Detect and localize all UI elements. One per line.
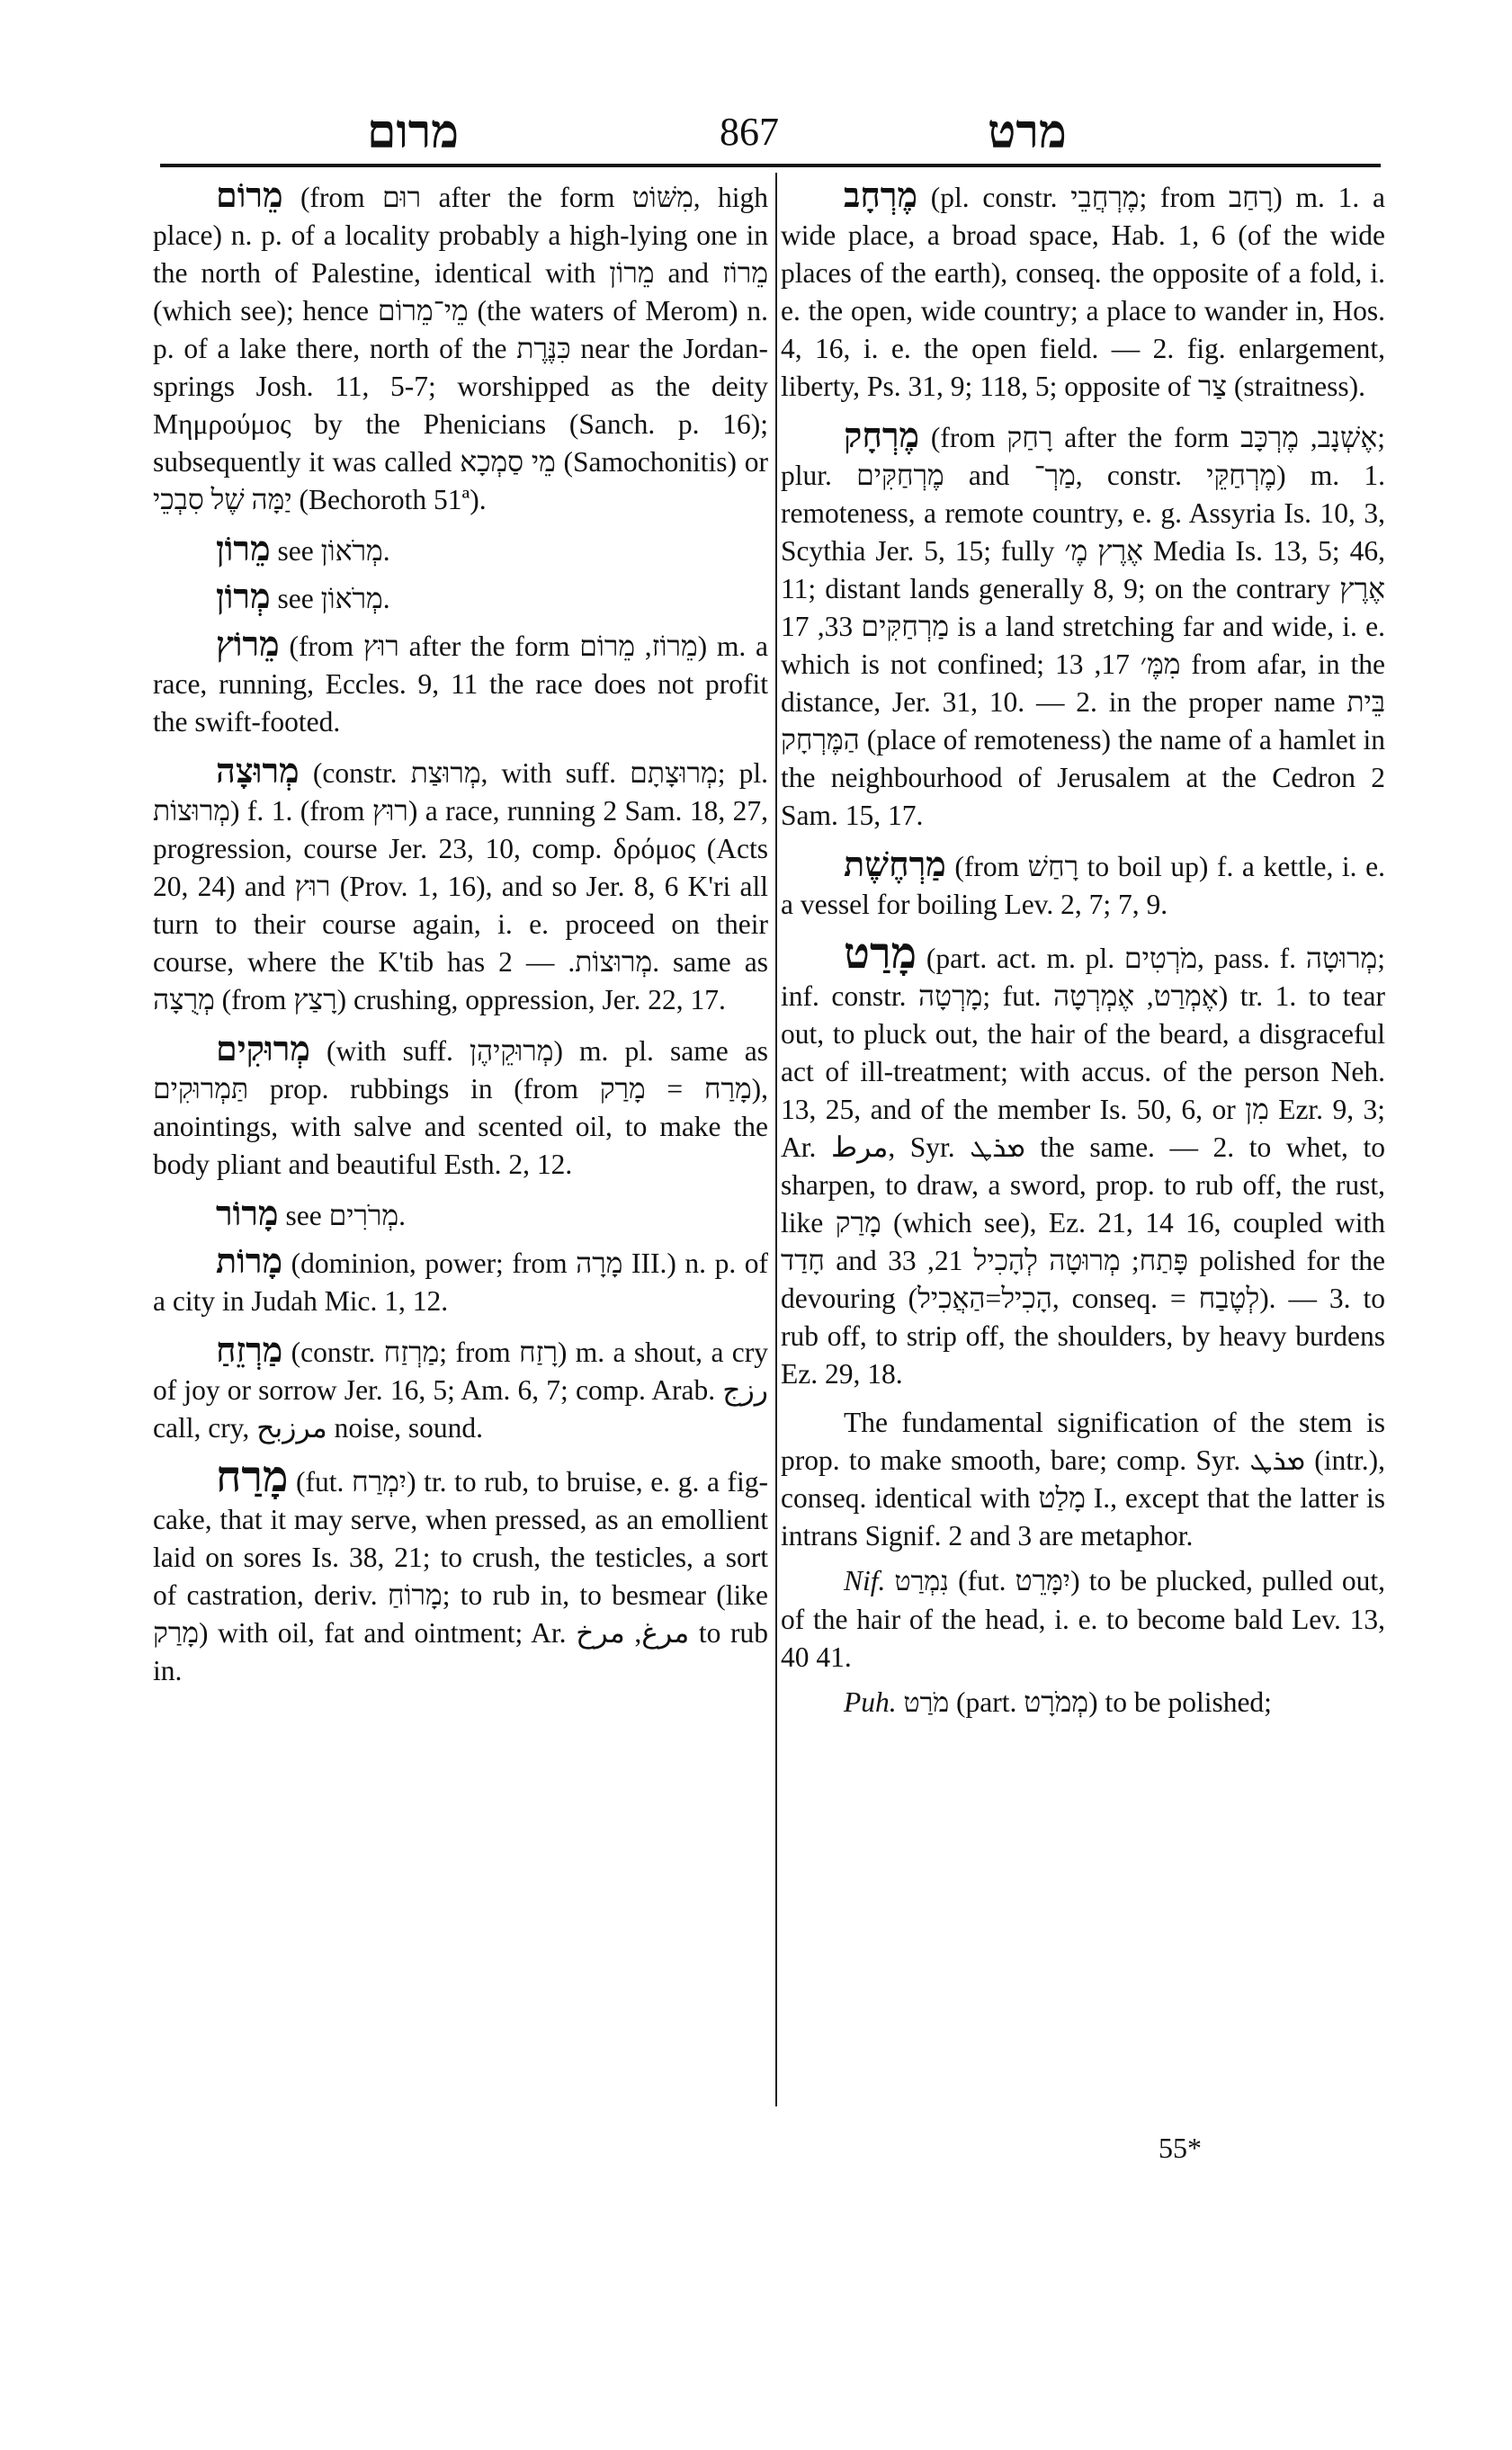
entry-text: (from רָחַק after the form אֶשְׁנָב, מֶרְכָּב; plur. מֶרְחַקִּים and מַרְ־, constr. מֶרְחַקֵּי) m. 1. remoteness, a remote country, e. g. Assyria Is. 10, 3, Scythia Jer. 5, 15; fully אֶרֶץ מֶ׳ Media Is. 13, 5; 46, 11; distant lands generally 8, 9; on the contrary אֶרֶץ מַרְחַקִּים 33, 17 is a land stretching far and wide, i. e. which is not confined; מִמֶּ׳ 17, 13 from afar, in the distance, Jer. 31, 10. — 2. in the proper name בֵּית הַמֶּרְחָק (place of remoteness) the name of a hamlet in the neighbourhood of Jerusalem at the Cedron 2 Sam. 15, 17.: [781, 422, 1385, 831]
entry-text: (pl. constr. מֶרְחֲבֵי; from רָחַב) m. 1. a wide place, a broad space, Hab. 1, 6 (of the wide places of the earth), conseq. the opposite of a fold, i. e. the open, wide country; a place to wander in, Hos. 4, 16, i. e. the open field. — 2. fig. enlargement, liberty, Ps. 31, 9; 118, 5; opposite of צַר (straitness).: [781, 182, 1385, 402]
entry-headword: מֵרוֹן: [216, 528, 271, 568]
entry-headword: מֶרְחָק: [844, 415, 920, 455]
entry-text: The fundamental signification of the stem is prop. to make smooth, bare; comp. Syr. ܡܪܛ (intr.), conseq. identical with מָלַט I., except that the latter is intrans Signif. 2 and 3 are metaphor.: [781, 1407, 1385, 1551]
entry-text: (constr. מְרוּצַת, with suff. מְרוּצָתָם; pl. מְרוּצוֹת) f. 1. (from רוּץ) a race, running 2 Sam. 18, 27, progression, course Jer. 23, 10, comp. δρόμος (Acts 20, 24) and רוּץ (Prov. 1, 16), and so Jer. 8, 6 K'ri all turn to their course again, i. e. proceed on their course, where the K'tib has מְרוּצוֹת. — 2. same as מְרֻצָה (from רָצַץ) crushing, oppression, Jer. 22, 17.: [153, 757, 769, 1015]
dictionary-entry: [781, 928, 1386, 1393]
entry-text: (part. מְמֹרָט) to be polished;: [956, 1686, 1272, 1718]
dictionary-entry: [153, 577, 768, 618]
entry-headword: מָרַט: [844, 928, 917, 979]
dictionary-entry: [781, 176, 1385, 406]
entry-headword: מַרְזֵחַ: [216, 1329, 283, 1370]
dictionary-entry: [153, 1194, 768, 1235]
entry-text: see מְרֹאוֹן.: [277, 583, 390, 614]
entry-text: (from רוּץ after the form מֵרוֹז, מֵרוֹם) m. a race, running, Eccles. 9, 11 the race does not profit the swift-footed.: [153, 630, 768, 738]
entry-text: (fut. יִמְרַח) tr. to rub, to bruise, e. g. a fig-cake, that it may serve, when pressed, as an emollient laid on sores Is. 38, 21; to crush, the testicles, a sort of castration, deriv. מָרוֹחַ; to rub in, to besmear (like מָרַק) with oil, fat and ointment; Ar. مرغ, مرخ to rub in.: [153, 1466, 769, 1686]
entry-text: see מְרֹרִים.: [285, 1200, 406, 1231]
dictionary-entry: [153, 625, 768, 741]
dictionary-subentry-nif: [781, 1562, 1385, 1677]
entry-headword: מֵרוֹץ: [216, 623, 280, 664]
dictionary-entry: [153, 1030, 768, 1184]
entry-headword: מֵרוֹם: [216, 174, 283, 215]
page-number: 867: [720, 110, 779, 154]
column-divider: [775, 173, 777, 2106]
entry-text: (from רָחַשׁ to boil up) f. a kettle, i. e. a vessel for boiling Lev. 2, 7; 7, 9.: [781, 851, 1385, 920]
entry-headword: מָרוֹר: [216, 1193, 279, 1233]
entry-headword: מָרוֹת: [216, 1240, 283, 1281]
header-left-guide-word: מרום: [367, 104, 460, 159]
dictionary-entry: [153, 752, 768, 1019]
stem-label: Nif.: [844, 1565, 886, 1596]
paragraph-fundamental-signification: [781, 1404, 1385, 1555]
left-column: [153, 176, 768, 1701]
dictionary-subentry-puh: [781, 1684, 1385, 1722]
header-rule: [160, 164, 1381, 167]
dictionary-entry: [153, 1331, 768, 1447]
stem-label: Puh.: [844, 1686, 897, 1718]
right-column: [781, 176, 1385, 1730]
entry-headword: נִמְרַט: [894, 1566, 949, 1597]
entry-text: (dominion, power; from מָרָה III.) n. p. of a city in Judah Mic. 1, 12.: [153, 1247, 769, 1317]
dictionary-entry: [781, 845, 1385, 924]
entry-text: (from רוּם after the form מִשּׁוֹט, high place) n. p. of a locality probably a high-lying one in the north of Palestine, identical with מֵרוֹן and מֵרוֹז (which see); hence מֵי־מֵרוֹם (the waters of Merom) n. p. of a lake there, north of the כִּנֶּרֶת near the Jordan-springs Josh. 11, 5-7; worshipped as the deity Μημρούμος by the Phenicians (Sanch. p. 16); subsequently it was called מֵי סַמְכָא (Samochonitis) or יַמָּה שֶׁל סִבְכֵי (Bechoroth 51ª).: [153, 182, 769, 515]
entry-headword: מָרַח: [216, 1452, 289, 1502]
header-right-guide-word: מרט: [988, 104, 1067, 159]
dictionary-entry: [153, 530, 768, 570]
dictionary-entry: [153, 1242, 768, 1320]
entry-headword: מֹרַט: [903, 1687, 950, 1719]
running-header: [160, 101, 1381, 164]
entry-text: (constr. מַרְזַח; from רָזַח) m. a shout, a cry of joy or sorrow Jer. 16, 5; Am. 6, 7; comp. Arab. رزج call, cry, مرزبح noise, sound.: [153, 1337, 769, 1444]
entry-headword: מַרְחֶשֶׁת: [844, 844, 946, 884]
entry-headword: מְרוֹן: [216, 576, 271, 616]
dictionary-entry: [153, 1452, 769, 1690]
entry-text: (part. act. m. pl. מֹרְטִים, pass. f. מְרוּטָה; inf. constr. מָרְטָה; fut. אֶמְרַט, אֶמְרְטָה) tr. 1. to tear out, to pluck out, the hair of the beard, a disgraceful act of ill-treatment; with accus. of the person Neh. 13, 25, and of the member Is. 50, 6, or מִן Ezr. 9, 3; Ar. مرط, Syr. ܡܪܛ the same. — 2. to whet, to sharpen, to draw, a sword, prop. to rub off, the rust, like מָרַק (which see), Ez. 21, 14 16, coupled with חָדַד and פָּתַח; מְרוּטָה לְהָכִיל 21, 33 polished for the devouring (הָכִיל=הַאֲכִיל, conseq. = לְטֶבַח). — 3. to rub off, to strip off, the shoulders, by heavy burdens Ez. 29, 18.: [781, 943, 1386, 1390]
entry-headword: מְרוּצָה: [216, 750, 300, 791]
signature-mark: 55*: [1159, 2132, 1202, 2164]
entry-headword: מֶרְחָב: [844, 174, 917, 215]
dictionary-entry: [781, 416, 1385, 835]
entry-text: see מְרֹאוֹן.: [277, 535, 390, 567]
entry-text: (fut. יִמָּרֵט) to be plucked, pulled out, of the hair of the head, i. e. to become bald Lev. 13, 40 41.: [781, 1565, 1385, 1673]
entry-text: (with suff. מְרוּקֵיהֶן) m. pl. same as תַּמְרוּקִים prop. rubbings in (from מָרַח = מָרַק), anointings, with salve and scented oil, to make the body pliant and beautiful Esth. 2, 12.: [153, 1035, 768, 1180]
entry-headword: מְרוּקִים: [216, 1028, 310, 1069]
dictionary-entry: [153, 176, 768, 519]
